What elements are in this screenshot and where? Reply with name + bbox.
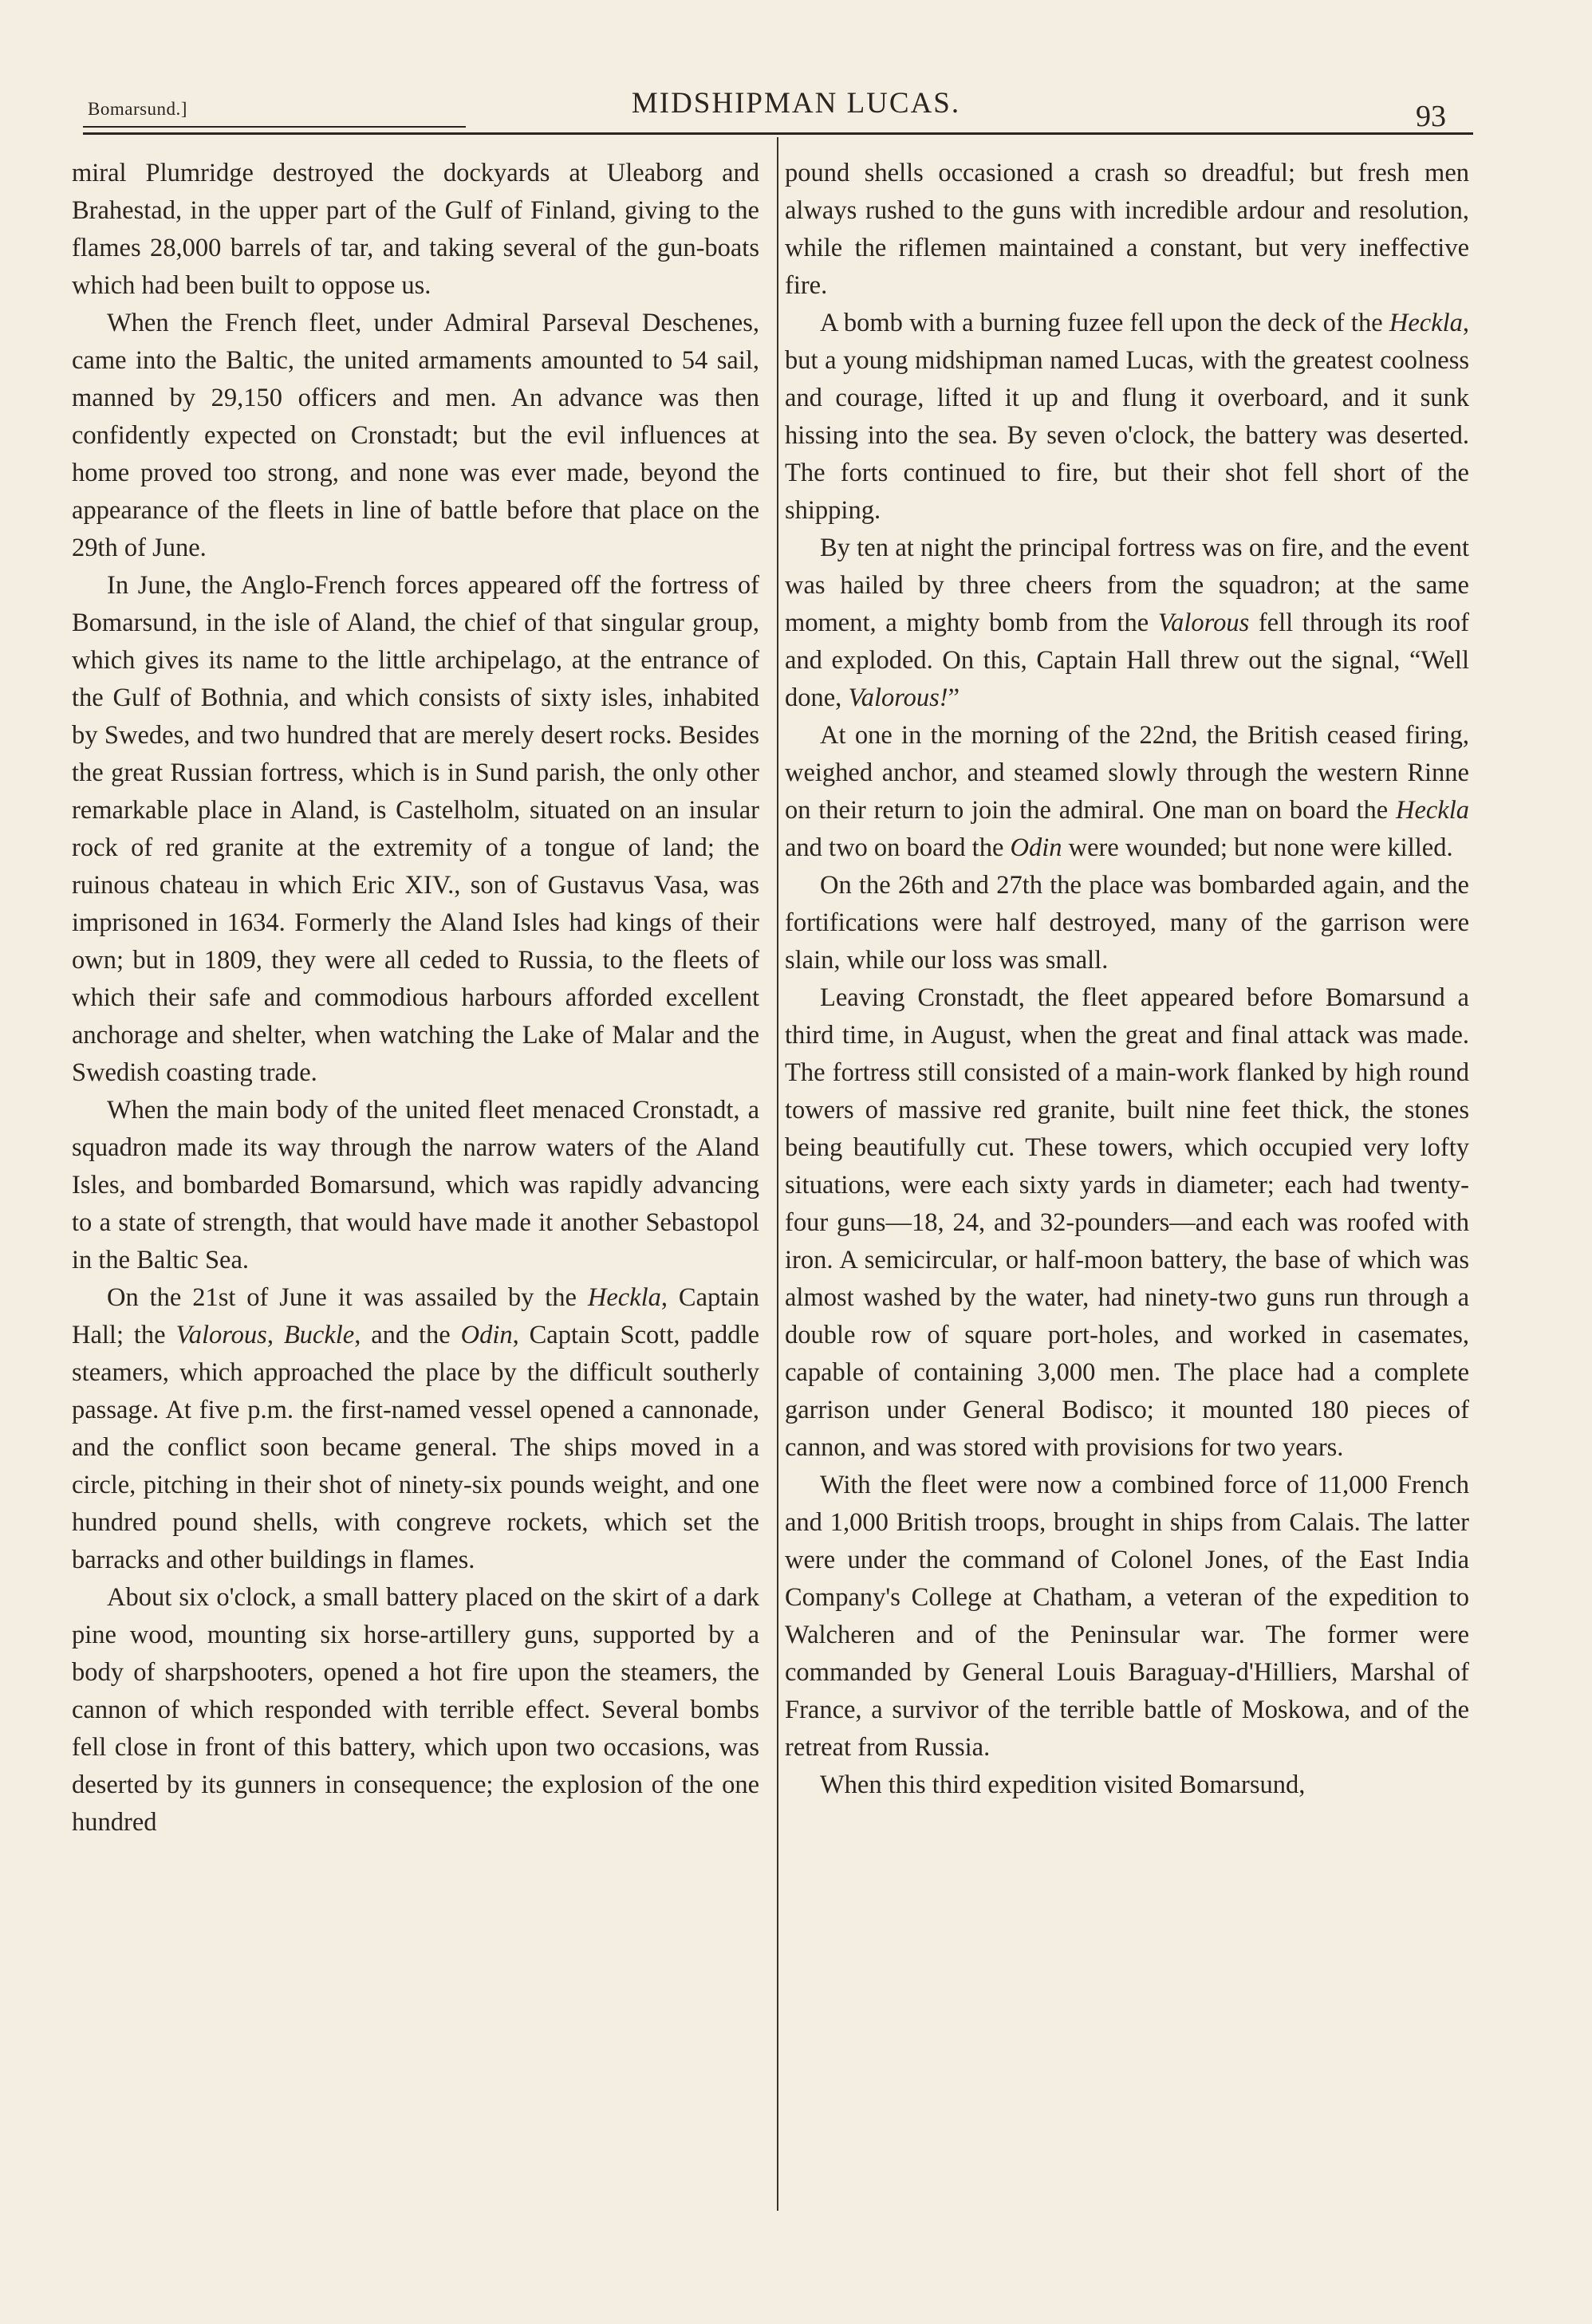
paragraph: When the main body of the united fleet menaced Cronstadt, a squadron made its way through the narrow waters of the Aland Isles, and bombarded Bomarsund, which was rapidly advancing to a state of strength, that would have made it another Sebastopol in the Baltic Sea.: [72, 1096, 759, 1274]
paragraph: Leaving Cronstadt, the fleet appeared before Bomarsund a third time, in August, when the great and final attack was made. The fortress still consisted of a main-work flanked by high round towers of massive red granite, built nine feet thick, the stones being beautifully cut. These towers, which occupied very lofty situations, were each sixty yards in diameter; each had twenty-four guns—18, 24, and 32-pounders—and each was roofed with iron. A semicircular, or half-moon battery, the base of which was almost washed by the water, had ninety-two guns run through a double row of square port-holes, and worked in casemates, capable of containing 3,000 men. The place had a complete garrison under General Bodisco; it mounted 180 pieces of cannon, and was stored with provisions for two years.: [785, 983, 1469, 1462]
left-column: [72, 155, 759, 1841]
text-run: fell through its roof and exploded. On this, Captain Hall threw out the signal, “Well done,: [785, 609, 1469, 712]
paragraph: When this third expedition visited Bomarsund,: [820, 1771, 1306, 1799]
paragraph: [785, 530, 1469, 717]
text-run: ”: [948, 683, 960, 712]
ship-name: Valorous: [1157, 609, 1250, 637]
text-run: ,: [266, 1321, 284, 1349]
text-run: , but a young midshipman named Lucas, with the greatest coolness and courage, lifted it up and flung it overboard, and it sunk hissing into the sea. By seven o'clock, the battery was deserted. The forts continued to fire, but their shot fell short of the shipping.: [785, 309, 1469, 525]
text-run: , Captain Hall; the: [72, 1283, 759, 1349]
text-run: and two on board the: [785, 833, 1011, 862]
paragraph: [785, 305, 1469, 530]
paragraph: When the French fleet, under Admiral Parseval Deschenes, came into the Baltic, the united armaments amounted to 54 sail, manned by 29,150 officers and men. An advance was then confidently expected on Cronstadt; but the evil influences at home proved too strong, and none was ever made, beyond the appearance of the fleets in line of battle before that place on the 29th of June.: [72, 309, 759, 562]
ship-name: Valorous: [175, 1321, 267, 1349]
header-rule-upper: [83, 126, 466, 128]
running-title: MIDSHIPMAN LUCAS.: [631, 87, 961, 120]
header-rule: [83, 132, 1473, 135]
paragraph: pound shells occasioned a crash so dreadful; but fresh men always rushed to the guns with incredible ardour and resolution, while the riflemen maintained a constant, but very ineffective fire.: [785, 159, 1469, 300]
ship-name: Valorous!: [848, 683, 948, 712]
text-run: By ten at night the principal fortress was on fire, and the event was hailed by three cheers from the squadron; at the same moment, a mighty bomb from the: [785, 534, 1469, 637]
paragraph: On the 26th and 27th the place was bombarded again, and the fortifications were half destroyed, many of the garrison were slain, while our loss was small.: [785, 871, 1469, 975]
paragraph: miral Plumridge destroyed the dockyards at Uleaborg and Brahestad, in the upper part of the Gulf of Finland, giving to the flames 28,000 barrels of tar, and taking several of the gun-boats which had been built to oppose us.: [72, 159, 759, 300]
ship-name: Odin: [460, 1321, 513, 1349]
ship-name: Buckle: [283, 1321, 355, 1349]
paragraph: With the fleet were now a combined force of 11,000 French and 1,000 British troops, brought in ships from Calais. The latter were under the command of Colonel Jones, of the East India Company's College at Chatham, a veteran of the expedition to Walcheren and of the Peninsular war. The former were commanded by General Louis Baraguay-d'Hilliers, Marshal of France, a survivor of the terrible battle of Moskowa, and of the retreat from Russia.: [785, 1471, 1469, 1762]
text-run: were wounded; but none were killed.: [1062, 833, 1453, 862]
paragraph: In June, the Anglo-French forces appeared off the fortress of Bomarsund, in the isle of Aland, the chief of that singular group, which gives its name to the little archipelago, at the entrance of the Gulf of Bothnia, and which consists of sixty isles, inhabited by Swedes, and two hundred that are merely desert rocks. Besides the great Russian fortress, which is in Sund parish, the only other remarkable place in Aland, is Castelholm, situated on an insular rock of red granite at the extremity of a tongue of land; the ruinous chateau in which Eric XIV., son of Gustavus Vasa, was imprisoned in 1634. Formerly the Aland Isles had kings of their own; but in 1809, they were all ceded to Russia, to the fleets of which their safe and commodious harbours afforded excellent anchorage and shelter, when watching the Lake of Malar and the Swedish coasting trade.: [72, 571, 759, 1087]
paragraph: [72, 1279, 759, 1579]
ship-name: Heckla: [1395, 796, 1469, 825]
ship-name: Odin: [1010, 833, 1062, 862]
right-column: [785, 155, 1469, 1804]
text-run: , and the: [354, 1321, 461, 1349]
text-run: On the 21st of June it was assailed by the: [107, 1283, 588, 1312]
text-run: , Captain Scott, paddle steamers, which approached the place by the difficult southerly passage. At five p.m. the first-named vessel opened a cannonade, and the conflict soon became general. The ships moved in a circle, pitching in their shot of ninety-six pounds weight, and one hundred pound shells, with congreve rockets, which set the barracks and other buildings in flames.: [72, 1321, 759, 1574]
text-run: At one in the morning of the 22nd, the British ceased firing, weighed anchor, and steamed slowly through the western Rinne on their return to join the admiral. One man on board the: [785, 721, 1469, 825]
column-divider: [777, 137, 778, 2211]
page-number: 93: [1416, 100, 1446, 133]
ship-name: Heckla: [587, 1283, 661, 1312]
section-tag: Bomarsund.]: [88, 99, 187, 119]
ship-name: Heckla: [1389, 309, 1463, 337]
paragraph: About six o'clock, a small battery placed on the skirt of a dark pine wood, mounting six horse-artillery guns, supported by a body of sharpshooters, opened a hot fire upon the steamers, the cannon of which responded with terrible effect. Several bombs fell close in front of this battery, which upon two occasions, was deserted by its gunners in consequence; the explosion of the one hundred: [72, 1583, 759, 1837]
paragraph: [785, 717, 1469, 867]
text-run: A bomb with a burning fuzee fell upon the deck of the: [820, 309, 1389, 337]
